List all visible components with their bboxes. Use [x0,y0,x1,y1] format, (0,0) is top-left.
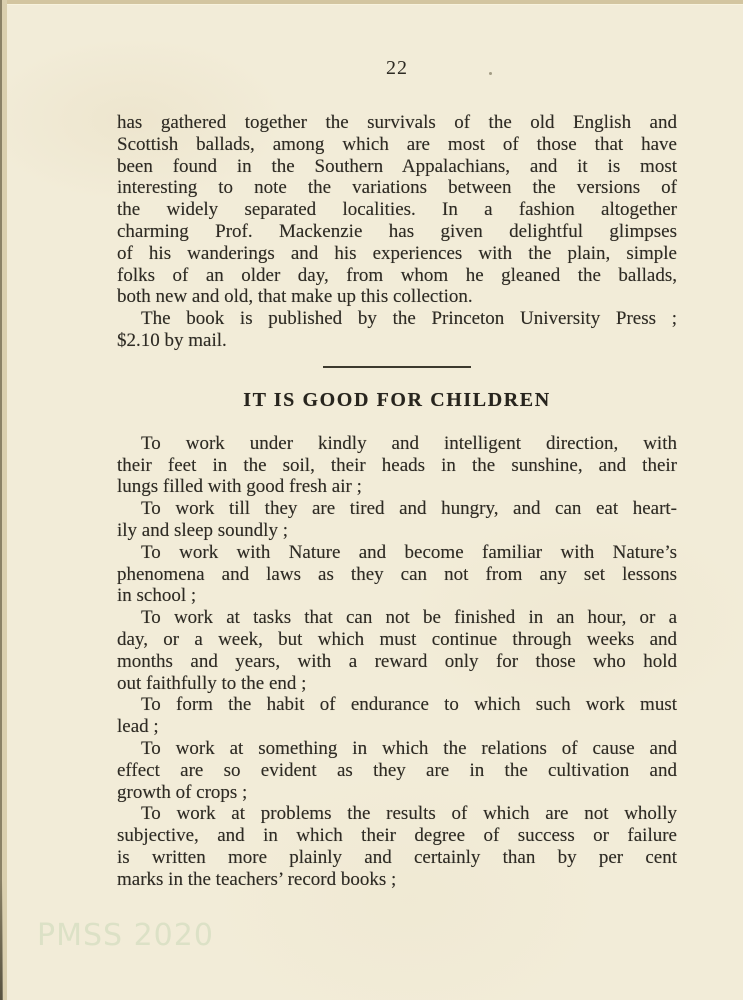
text-line: their feet in the soil, their heads in the sunshine, and their [117,454,677,476]
section-body [117,433,677,891]
page-top-edge [0,0,743,5]
section-heading: IT IS GOOD FOR CHILDREN [243,388,551,411]
list-paragraph-4 [117,607,677,694]
list-paragraph-7 [117,803,677,890]
text-line: lungs filled with good fresh air ; [117,476,362,498]
text-line: phenomena and laws as they can not from any set lessons [117,563,677,585]
text-line: To work at problems the results of which are not wholly [141,803,677,825]
text-line: growth of crops ; [117,781,248,803]
text-line: of his wanderings and his experiences with the plain, simple [117,242,677,264]
paragraph-publisher [117,308,677,352]
text-line: To work with Nature and become familiar with Nature’s [141,541,677,563]
text-line: subjective, and in which their degree of success or failure [117,825,677,847]
text-line: charming Prof. Mackenzie has given delightful glimpses [117,220,677,242]
scan-speck [489,72,492,75]
text-line: day, or a week, but which must continue through weeks and [117,628,677,650]
text-line: marks in the teachers’ record books ; [117,868,397,890]
section-divider [323,366,471,368]
text-line: the widely separated localities. In a fashion altogether [117,199,677,221]
text-line: folks of an older day, from whom he gleaned the ballads, [117,264,677,286]
text-line: $2.10 by mail. [117,329,227,351]
text-line: in school ; [117,585,197,607]
watermark: PMSS 2020 [37,918,214,953]
text-line: To work till they are tired and hungry, and can eat heart- [141,498,677,520]
text-line: To work under kindly and intelligent direction, with [141,432,677,454]
text-line: ily and sleep soundly ; [117,519,288,541]
text-line: out faithfully to the end ; [117,672,307,694]
list-paragraph-6 [117,738,677,803]
text-line: interesting to note the variations between the versions of [117,177,677,199]
text-line: lead ; [117,716,159,738]
page-left-edge [0,0,8,1000]
text-line: both new and old, that make up this collection. [117,286,473,308]
text-line: months and years, with a reward only for those who hold [117,650,677,672]
list-paragraph-5 [117,694,677,738]
page-number: 22 [386,57,408,79]
text-line: To work at something in which the relations of cause and [141,737,677,759]
text-line: effect are so evident as they are in the cultivation and [117,759,677,781]
text-line: Scottish ballads, among which are most of those that have [117,133,677,155]
list-paragraph-2 [117,498,677,542]
text-line: is written more plainly and certainly than by per cent [117,846,677,868]
list-paragraph-3 [117,542,677,607]
paragraph-ballads [117,112,677,308]
text-line: To form the habit of endurance to which such work must [141,694,677,716]
text-line: To work at tasks that can not be finished in an hour, or a [141,607,677,629]
text-line: has gathered together the survivals of the old English and [117,112,677,133]
list-paragraph-1 [117,433,677,498]
text-line: The book is published by the Princeton University Press ; [141,308,677,330]
text-line: been found in the Southern Appalachians, and it is most [117,155,677,177]
text-column [117,112,677,891]
